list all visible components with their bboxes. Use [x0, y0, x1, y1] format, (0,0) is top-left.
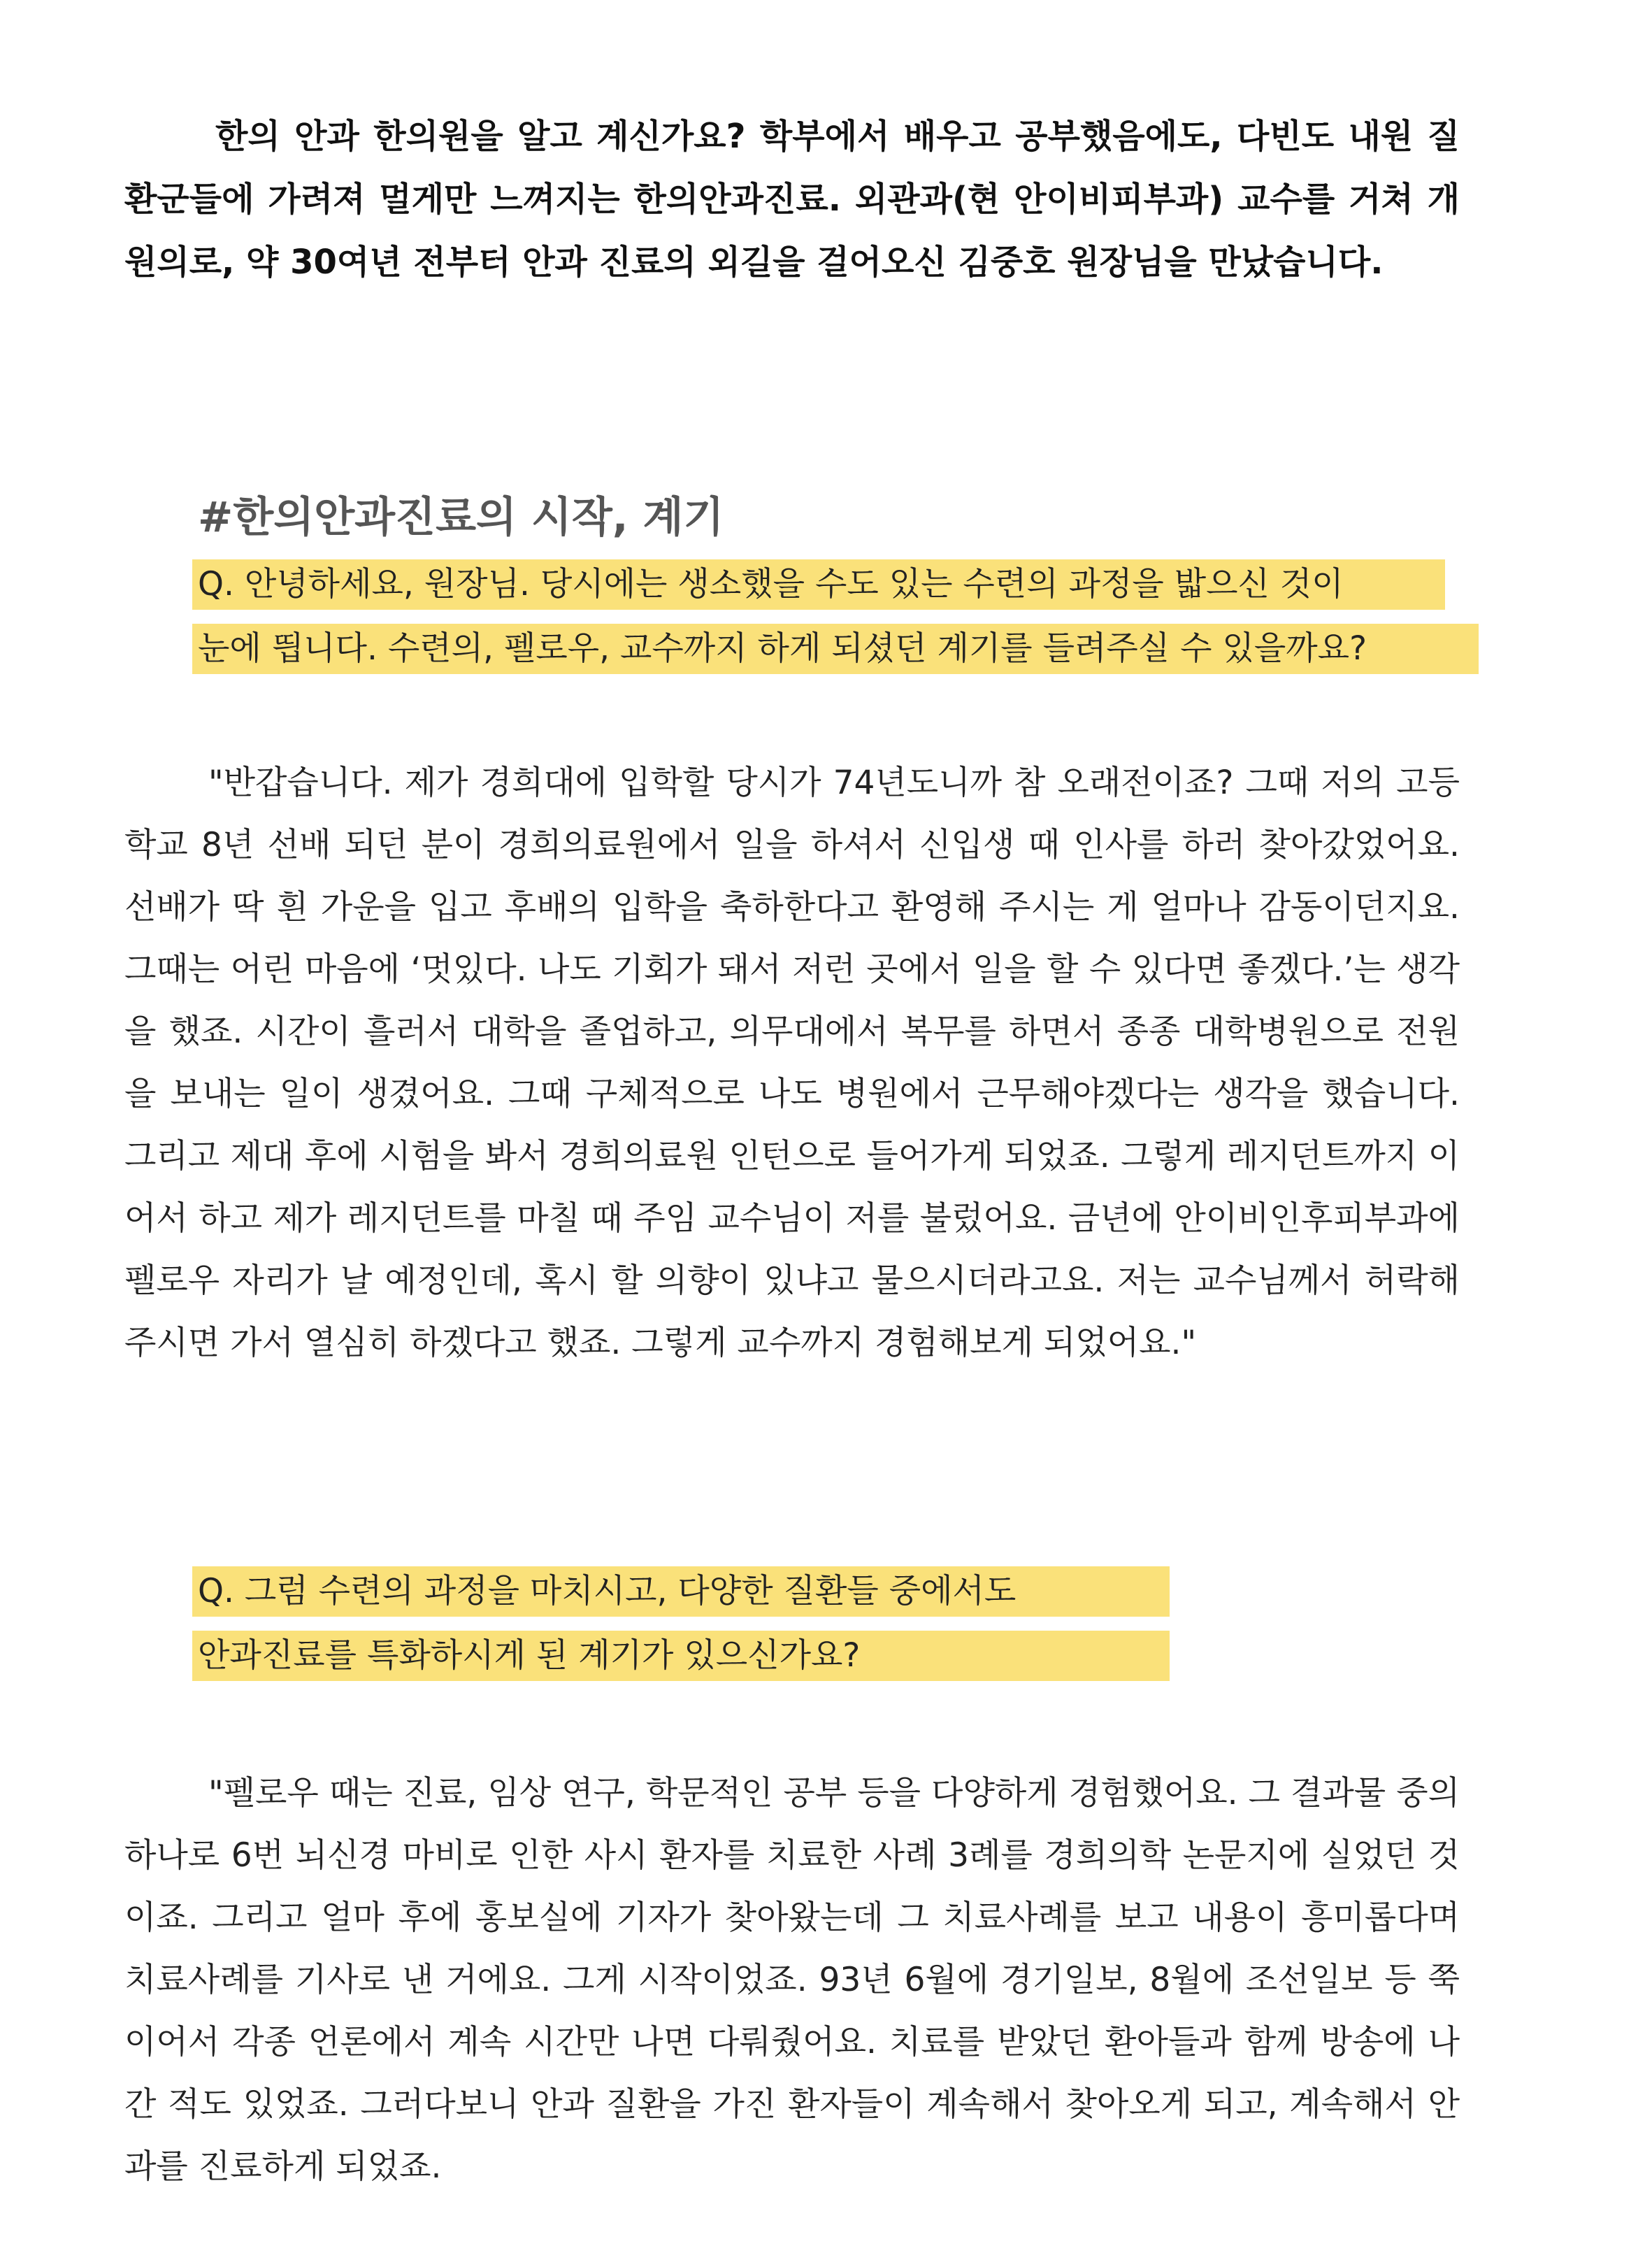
answer-1-paragraph: "반갑습니다. 제가 경희대에 입학할 당시가 74년도니까 참 오래전이죠? 그때 저의 고등학교 8년 선배 되던 분이 경희의료원에서 일을 하셔서 신입생 때 인사를 하러 찾아갔었어요. 선배가 딱 흰 가운을 입고 후배의 입학을 축하한다고 환영해 주시는 게 얼마나 감동이던지요. 그때는 어린 마음에 ‘멋있다. 나도 기회가 돼서 저런 곳에서 일을 할 수 있다면 좋겠다.’는 생각을 했죠. 시간이 흘러서 대학을 졸업하고, 의무대에서 복무를 하면서 종종 대학병원으로 전원을 보내는 일이 생겼어요. 그때 구체적으로 나도 병원에서 근무해야겠다는 생각을 했습니다. 그리고 제대 후에 시험을 봐서 경희의료원 인턴으로 들어가게 되었죠. 그렇게 레지던트까지 이어서 하고 제가 레지던트를 마칠 때 주임 교수님이 저를 불렀어요. 금년에 안이비인후피부과에 펠로우 자리가 날 예정인데, 혹시 할 의향이 있냐고 물으시더라고요. 저는 교수님께서 허락해주시면 가서 열심히 하겠다고 했죠. 그렇게 교수까지 경험해보게 되었어요."	[124, 764, 1460, 1362]
question-1-line-1: Q. 안녕하세요, 원장님. 당시에는 생소했을 수도 있는 수련의 과정을 밟으신 것이	[192, 559, 1445, 610]
section-heading: #한의안과진료의 시작, 계기	[198, 493, 724, 542]
intro-paragraph: 한의 안과 한의원을 알고 계신가요? 학부에서 배우고 공부했음에도, 다빈도 내원 질환군들에 가려져 멀게만 느껴지는 한의안과진료. 외관과(현 안이비피부과) 교수를 거쳐 개원의로, 약 30여년 전부터 안과 진료의 외길을 걸어오신 김중호 원장님을 만났습니다.	[124, 117, 1460, 282]
question-2-line-1: Q. 그럼 수련의 과정을 마치시고, 다양한 질환들 중에서도	[192, 1566, 1170, 1617]
answer-2-paragraph: "펠로우 때는 진료, 임상 연구, 학문적인 공부 등을 다양하게 경험했어요. 그 결과물 중의 하나로 6번 뇌신경 마비로 인한 사시 환자를 치료한 사례 3례를 경희의학 논문지에 실었던 것이죠. 그리고 얼마 후에 홍보실에 기자가 찾아왔는데 그 치료사례를 보고 내용이 흥미롭다며 치료사례를 기사로 낸 거에요. 그게 시작이었죠. 93년 6월에 경기일보, 8월에 조선일보 등 쭉 이어서 각종 언론에서 계속 시간만 나면 다뤄줬어요. 치료를 받았던 환아들과 함께 방송에 나간 적도 있었죠. 그러다보니 안과 질환을 가진 환자들이 계속해서 찾아오게 되고, 계속해서 안과를 진료하게 되었죠.	[124, 1774, 1460, 2186]
question-1-line-2: 눈에 띕니다. 수련의, 펠로우, 교수까지 하게 되셨던 계기를 들려주실 수 있을까요?	[192, 624, 1479, 674]
question-2-line-2: 안과진료를 특화하시게 된 계기가 있으신가요?	[192, 1631, 1170, 1681]
